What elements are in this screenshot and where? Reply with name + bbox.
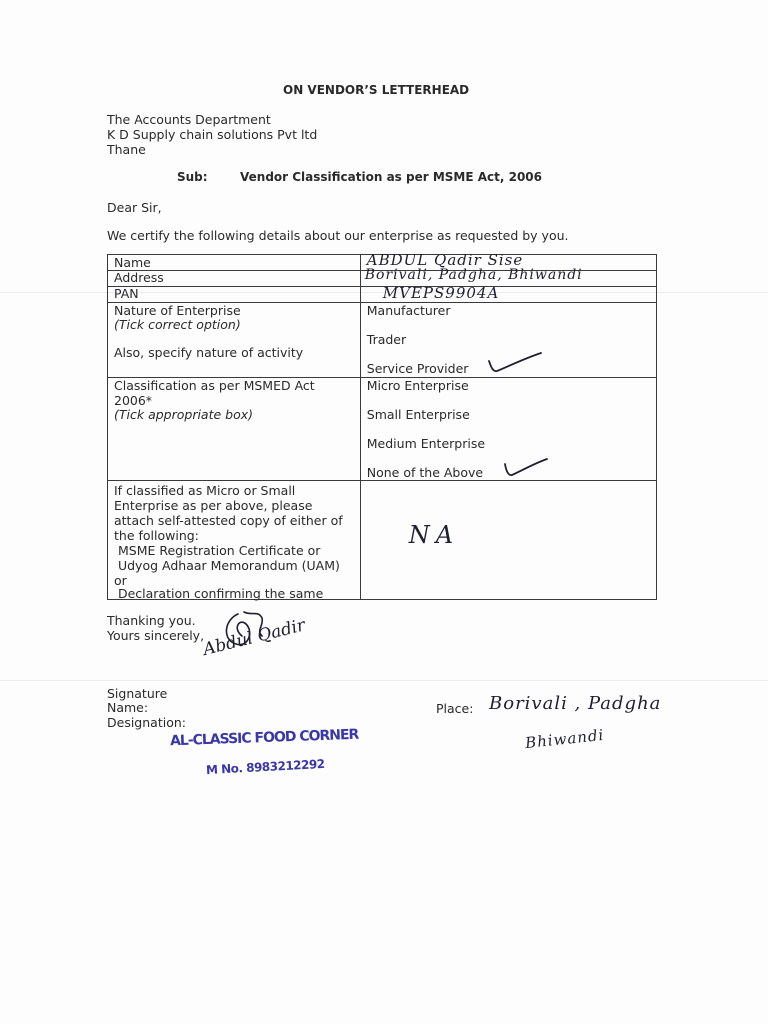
table-row	[108, 481, 657, 600]
intro-text: We certify the following details about our enterprise as requested by you.	[107, 228, 569, 243]
attach-line-4: the following:	[114, 528, 199, 543]
vendor-details-table	[107, 251, 657, 601]
recipient-line-1: The Accounts Department	[107, 112, 271, 127]
attach-line-7: or	[114, 573, 127, 588]
company-stamp-line-1: AL-CLASSIC FOOD CORNER	[169, 726, 359, 750]
option-small: Small Enterprise	[366, 407, 470, 422]
classification-label: Classification as per MSMED Act 2006*	[114, 378, 315, 408]
option-manufacturer: Manufacturer	[366, 303, 451, 318]
sincerely-text: Yours sincerely,	[107, 628, 205, 643]
table-row	[108, 287, 657, 303]
table-row	[108, 378, 657, 481]
subject-text: Vendor Classification as per MSME Act, 2006	[240, 170, 542, 184]
name-value: ABDUL Qadir Sise	[366, 251, 524, 269]
attach-line-1: If classified as Micro or Small	[114, 483, 296, 498]
option-none: None of the Above	[366, 465, 484, 480]
signature-handwriting: Abdul Qadir	[201, 615, 308, 660]
attach-value: NA	[408, 521, 460, 549]
attach-line-6: Udyog Adhaar Memorandum (UAM)	[114, 558, 340, 573]
attach-line-2: Enterprise as per above, please	[114, 498, 313, 513]
option-service-provider: Service Provider	[366, 361, 469, 376]
pan-label: PAN	[114, 286, 139, 301]
company-stamp-line-2: M No. 8983212292	[205, 756, 325, 778]
thanks-text: Thanking you.	[107, 613, 196, 628]
address-label: Address	[114, 270, 164, 285]
pan-value: MVEPS9904A	[382, 284, 500, 302]
place-label: Place:	[436, 701, 474, 716]
nature-activity: Also, specify nature of activity	[114, 345, 304, 360]
attach-line-3: attach self-attested copy of either of	[114, 513, 343, 528]
nature-hint: (Tick correct option)	[114, 317, 241, 332]
address-value: Borivali, Padgha, Bhiwandi	[364, 267, 583, 283]
name-label: Name	[114, 255, 151, 270]
salutation: Dear Sir,	[107, 200, 162, 215]
option-medium: Medium Enterprise	[366, 436, 486, 451]
classification-hint: (Tick appropriate box)	[114, 407, 254, 422]
nature-label: Nature of Enterprise	[114, 303, 241, 318]
table-row	[108, 303, 657, 378]
place-value-2: Bhiwandi	[524, 725, 606, 753]
name-field-label: Name:	[107, 700, 149, 715]
recipient-line-2: K D Supply chain solutions Pvt ltd	[107, 127, 318, 142]
letterhead-heading: ON VENDOR’S LETTERHEAD	[283, 83, 470, 97]
place-value-1: Borivali , Padgha	[489, 693, 662, 714]
checkmark-icon	[485, 347, 545, 377]
option-micro: Micro Enterprise	[366, 378, 469, 393]
signature-label: Signature	[107, 686, 168, 701]
checkmark-icon	[501, 454, 551, 480]
attach-line-5: MSME Registration Certificate or	[114, 543, 321, 558]
attach-line-8: Declaration confirming the same	[114, 586, 324, 601]
subject-label: Sub:	[177, 170, 208, 184]
recipient-line-3: Thane	[107, 142, 146, 157]
designation-label: Designation:	[107, 715, 186, 730]
option-trader: Trader	[366, 332, 407, 347]
